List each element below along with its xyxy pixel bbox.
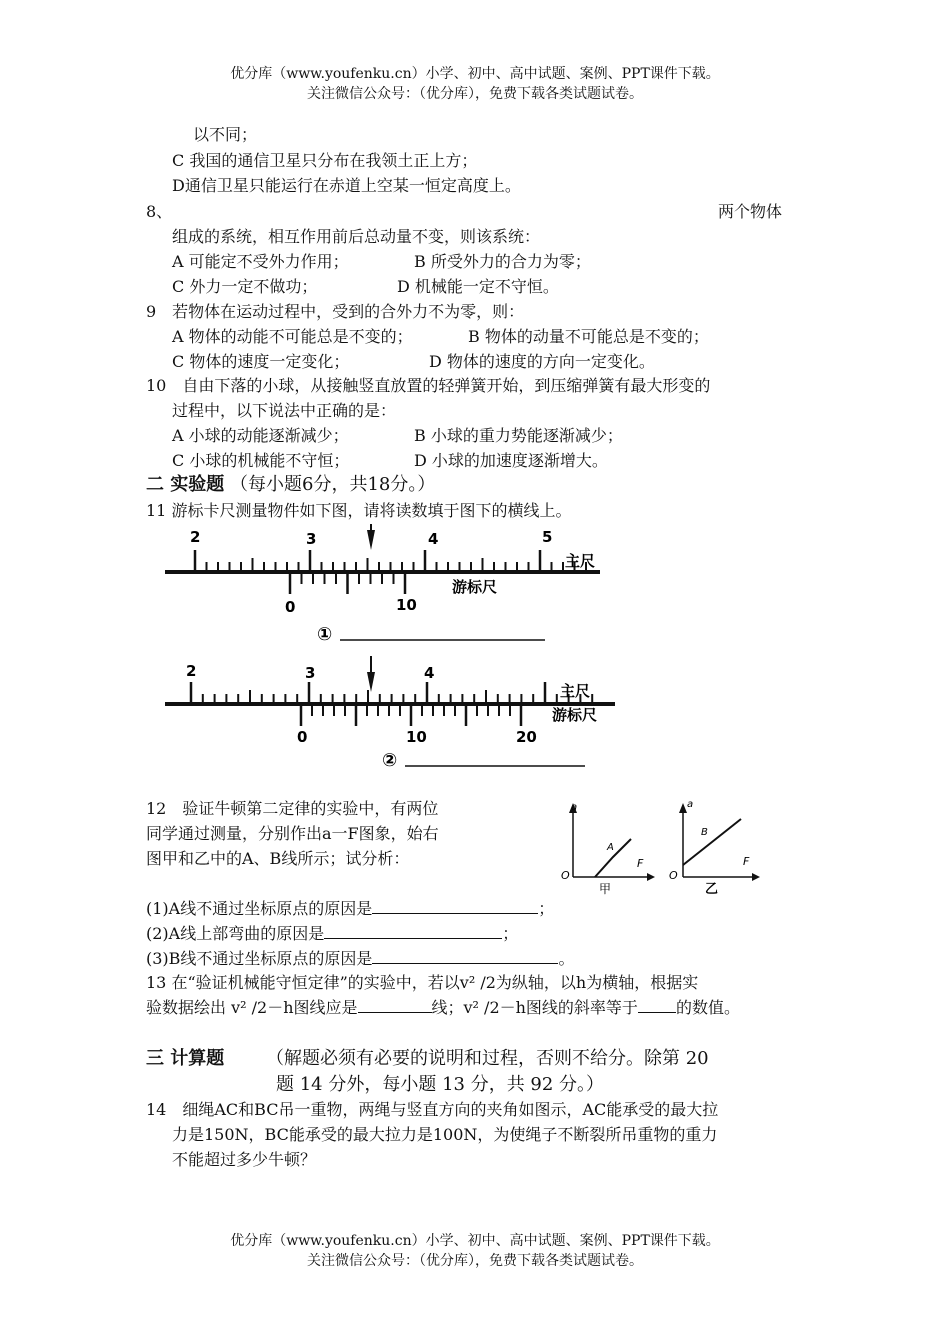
q8-option-d: D 机械能一定不守恒。	[397, 277, 559, 296]
q14-line3: 不能超过多少牛顿？	[172, 1150, 317, 1169]
page-header-line1: 优分库（www.youfenku.cn）小学、初中、高中试题、案例、PPT课件下载。	[230, 66, 720, 82]
vernier-label: 20	[516, 728, 537, 746]
q10-stem-line2: 过程中，以下说法中正确的是：	[172, 401, 397, 420]
svg-text:F: F	[637, 857, 644, 870]
section3-note: （解题必须有必要的说明和过程，否则不给分。除第 20	[266, 1048, 709, 1069]
svg-text:O: O	[669, 869, 678, 882]
main-label: 2	[186, 662, 197, 680]
q8-option-a: A 可能定不受外力作用；	[172, 252, 349, 271]
svg-text:乙: 乙	[705, 882, 719, 895]
q12-part3: (3)B线不通过坐标原点的原因是 。	[146, 949, 575, 968]
q9-stem: 9 若物体在运动过程中，受到的合外力不为零，则：	[146, 302, 525, 321]
main-label: 4	[424, 664, 435, 682]
answer-blank[interactable]	[372, 947, 558, 964]
q12-line3: 图甲和乙中的A、B线所示；试分析：	[146, 849, 410, 868]
q9-option-a: A 物体的动能不可能总是不变的；	[172, 327, 413, 346]
vernier-label: 0	[285, 598, 296, 616]
section2-note: （每小题6分，共18分。）	[230, 474, 436, 495]
q8-option-c: C 外力一定不做功；	[172, 277, 318, 296]
a-f-graphs	[555, 795, 765, 895]
main-label: 3	[305, 664, 316, 682]
vernier-label: 10	[406, 728, 427, 746]
main-scale-ticks-2	[191, 682, 592, 704]
q8-stem-right: 两个物体	[718, 202, 783, 221]
q12-line2: 同学通过测量，分别作出a一F图象，始右	[146, 824, 439, 843]
vernier-scale-label: 游标尺	[552, 706, 598, 724]
svg-text:a: a	[687, 799, 694, 810]
page-footer-line1: 优分库（www.youfenku.cn）小学、初中、高中试题、案例、PPT课件下载。	[230, 1233, 720, 1249]
q11-stem: 11 游标卡尺测量物件如下图，请将读数填于图下的横线上。	[146, 501, 572, 520]
vernier-caliper-figure-1	[160, 522, 620, 652]
main-scale-label: 主尺	[560, 682, 591, 700]
main-scale-ticks-1	[195, 550, 586, 572]
answer-blank[interactable]	[324, 922, 502, 939]
q10-stem: 10 自由下落的小球，从接触竖直放置的轻弹簧开始，到压缩弹簧有最大形变的	[146, 376, 711, 395]
vernier-scale-label: 游标尺	[452, 578, 498, 596]
main-scale-label: 主尺	[565, 552, 596, 570]
q12-part1: (1)A线不通过坐标原点的原因是 ；	[146, 899, 555, 918]
svg-text:O: O	[561, 869, 570, 882]
q9-option-d: D 物体的速度的方向一定变化。	[429, 352, 655, 371]
page-footer-line2: 关注微信公众号：（优分库），免费下载各类试题试卷。	[307, 1253, 643, 1269]
svg-text:甲: 甲	[599, 882, 612, 895]
answer-mark-2: ②	[382, 750, 398, 771]
q10-option-b: B 小球的重力势能逐渐减少；	[414, 426, 623, 445]
svg-text:a: a	[571, 802, 578, 813]
vernier-scale-ticks-1	[290, 572, 405, 594]
q13-line1: 13 在“验证机械能守恒定律”的实验中，若以v² /2为纵轴，以h为横轴，根据实	[146, 973, 699, 992]
svg-text:F: F	[743, 855, 750, 868]
q10-option-a: A 小球的动能逐渐减少；	[172, 426, 349, 445]
section2-title: 二 实验题	[146, 474, 225, 495]
line-b	[683, 819, 741, 865]
answer-mark-1: ①	[317, 624, 333, 645]
main-label: 3	[306, 530, 317, 548]
answer-blank[interactable]	[638, 996, 676, 1013]
q14-line1: 14 细绳AC和BC吊一重物，两绳与竖直方向的夹角如图示，AC能承受的最大拉	[146, 1100, 719, 1119]
svg-text:A: A	[607, 842, 614, 853]
q12-part2: (2)A线上部弯曲的原因是 ；	[146, 924, 519, 943]
graph-jia	[561, 802, 655, 895]
vernier-scale-ticks-2	[301, 704, 521, 726]
graph-yi	[669, 799, 760, 895]
vernier-label: 0	[297, 728, 308, 746]
q7-continuation: 以不同；	[193, 125, 258, 144]
section2-heading	[146, 472, 435, 498]
q9-option-c: C 物体的速度一定变化；	[172, 352, 350, 371]
q7-option-c: C 我国的通信卫星只分布在我领土正上方；	[172, 151, 478, 170]
section3-title: 三 计算题	[146, 1048, 225, 1069]
q12-line1: 12 验证牛顿第二定律的实验中，有两位	[146, 799, 439, 818]
main-label: 5	[542, 528, 553, 546]
section3-note2: 题 14 分外，每小题 13 分，共 92 分。）	[276, 1074, 605, 1095]
q10-option-d: D 小球的加速度逐渐增大。	[414, 451, 608, 470]
main-label: 4	[428, 530, 439, 548]
q8-option-b: B 所受外力的合力为零；	[414, 252, 591, 271]
q13-line2: 验数据绘出 v² /2－h图线应是 线；v² /2－h图线的斜率等于 的数值。	[146, 998, 740, 1017]
vernier-caliper-figure-2	[160, 654, 620, 776]
vernier-label: 10	[396, 596, 417, 614]
q7-option-d: D通信卫星只能运行在赤道上空某一恒定高度上。	[172, 176, 521, 195]
svg-text:B: B	[701, 827, 708, 838]
page-header-line2: 关注微信公众号：（优分库），免费下载各类试题试卷。	[307, 86, 643, 102]
answer-blank[interactable]	[358, 996, 432, 1013]
answer-blank[interactable]	[372, 897, 538, 914]
main-label: 2	[190, 528, 201, 546]
q9-option-b: B 物体的动量不可能总是不变的；	[468, 327, 709, 346]
q8-stem-line2: 组成的系统，相互作用前后总动量不变，则该系统：	[172, 227, 541, 246]
q14-line2: 力是150N，BC能承受的最大拉力是100N，为使绳子不断裂所吊重物的重力	[172, 1125, 718, 1144]
q10-option-c: C 小球的机械能不守恒；	[172, 451, 350, 470]
q8-number: 8、	[146, 202, 173, 221]
